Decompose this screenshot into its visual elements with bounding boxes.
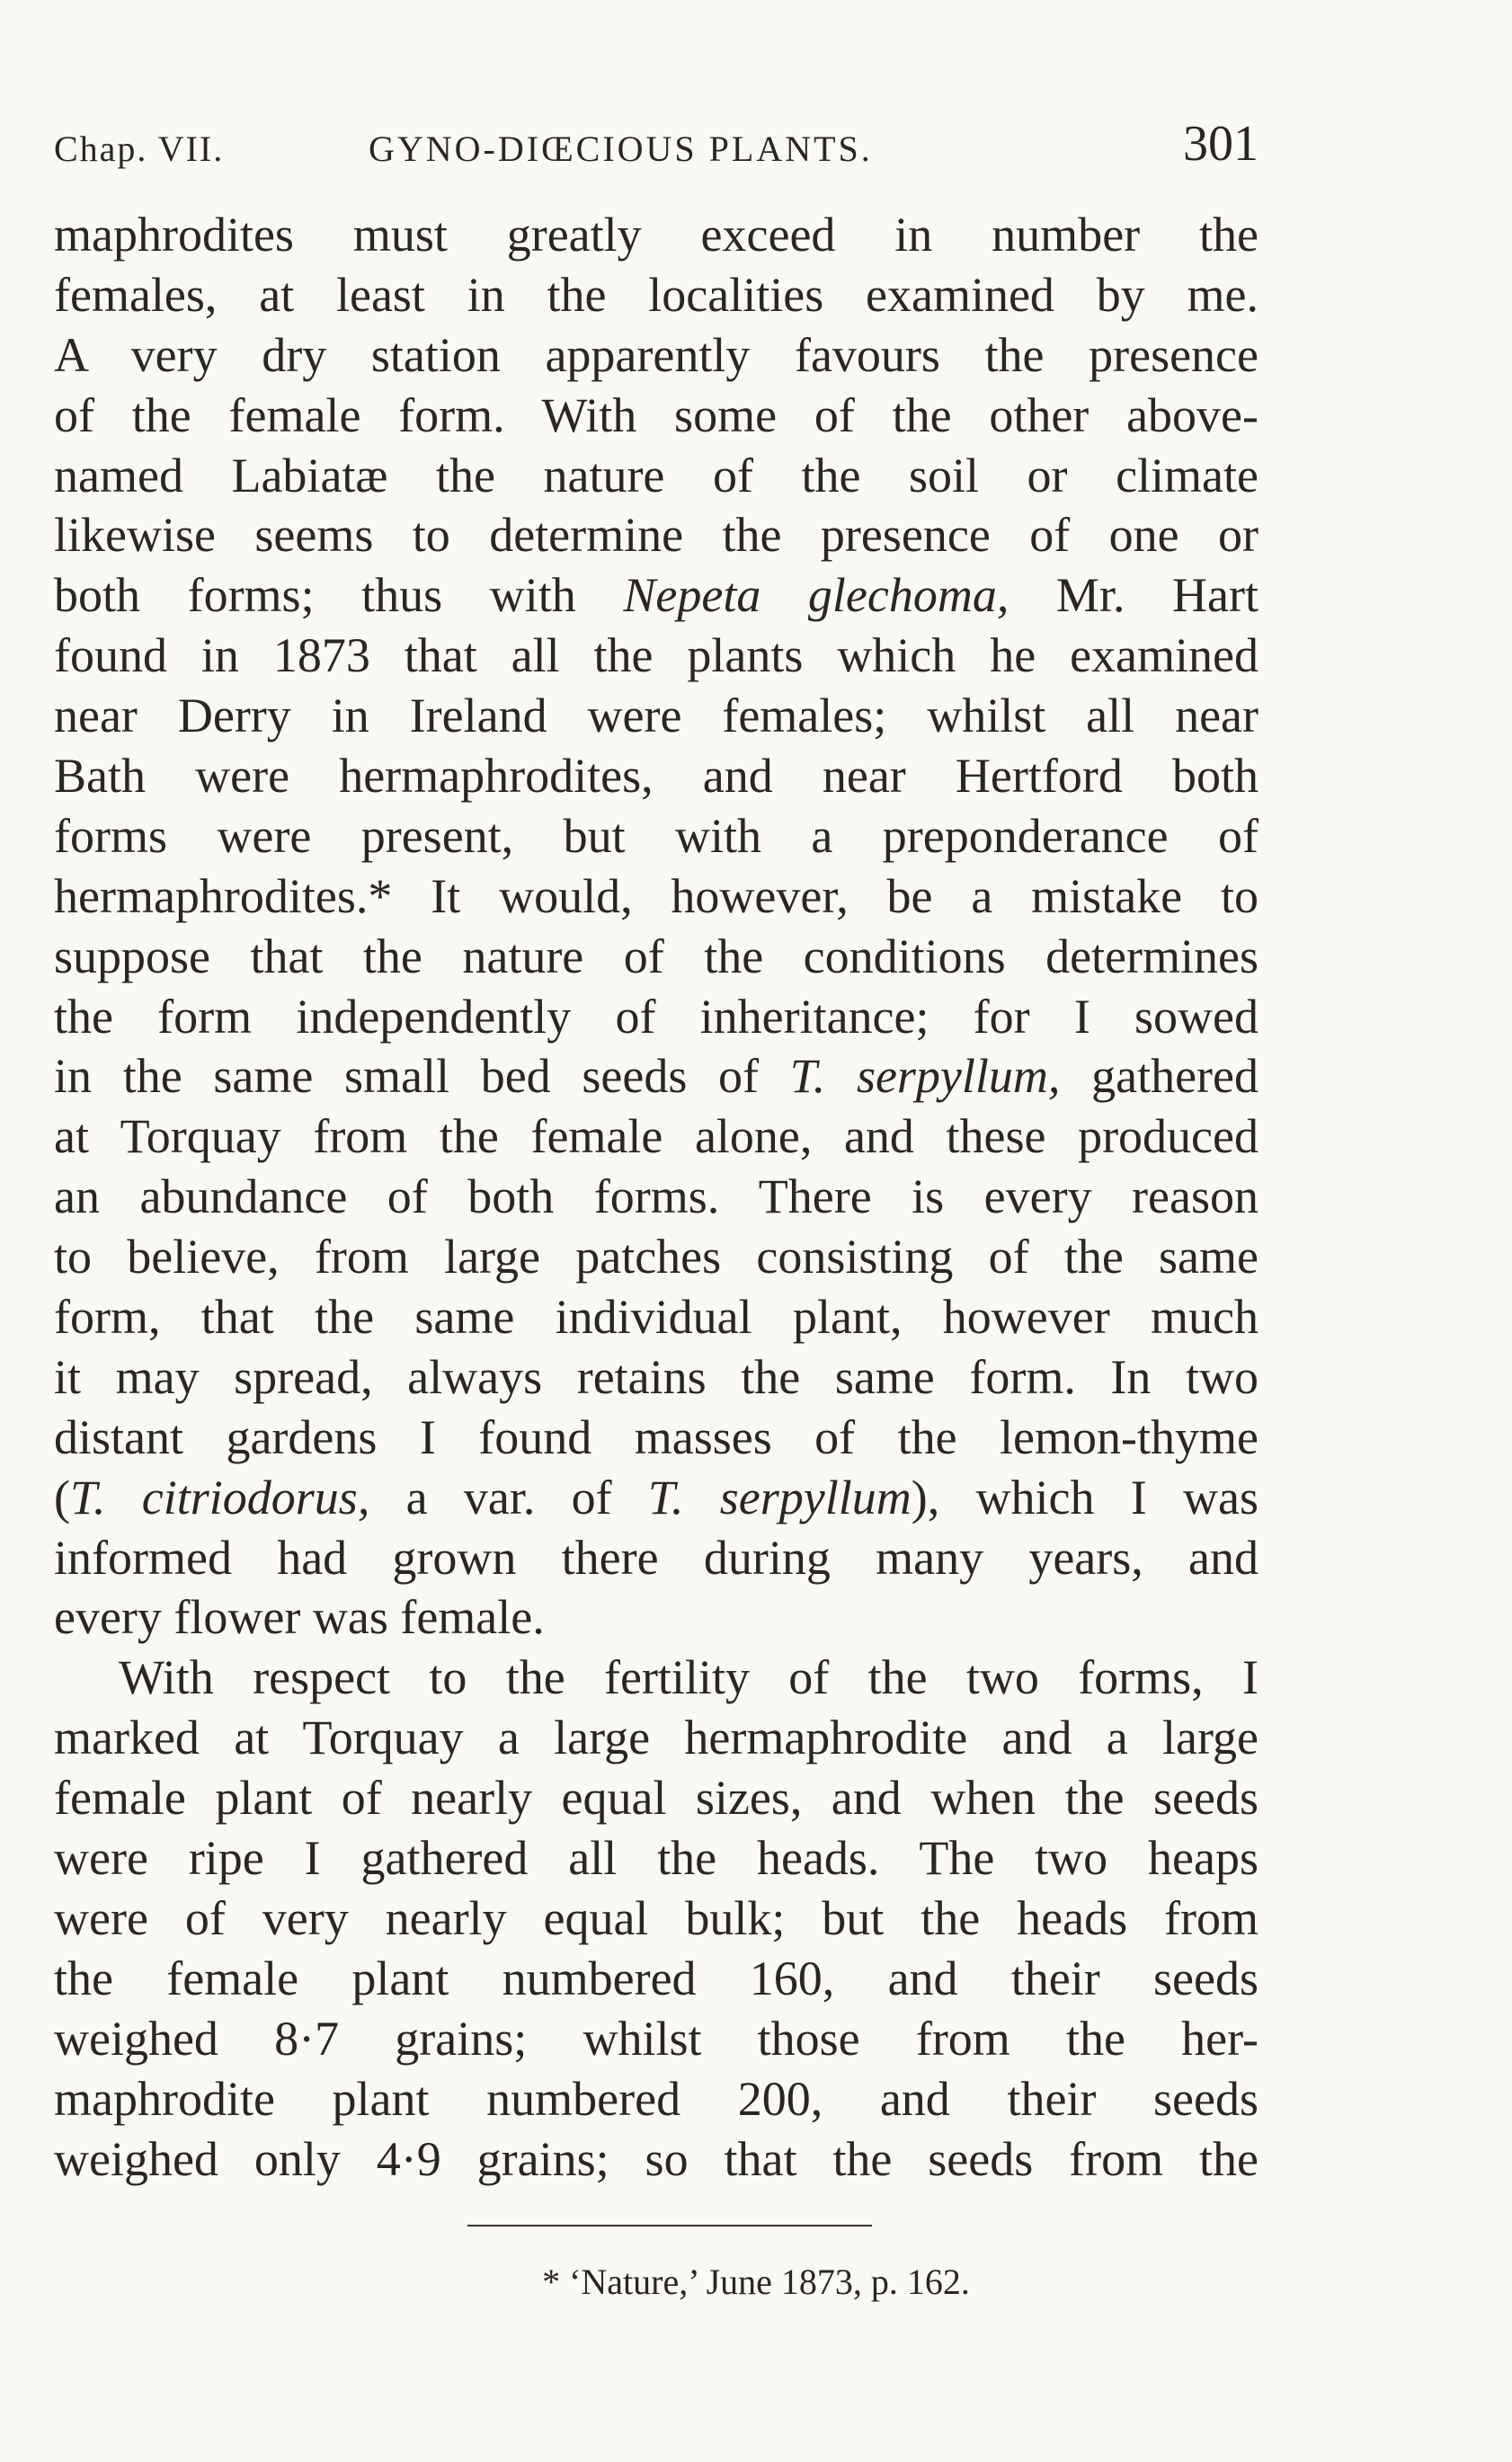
- text-line: informed had grown there during many years, and: [54, 1530, 1259, 1585]
- text-line: likewise seems to determine the presence of one or: [54, 508, 1259, 563]
- text-line: marked at Torquay a large hermaphrodite and a large: [54, 1711, 1259, 1765]
- running-header: [54, 115, 1259, 178]
- text-line: it may spread, always retains the same form. In two: [54, 1349, 1259, 1404]
- text-line: to believe, from large patches consisting of the same: [54, 1230, 1259, 1284]
- text-line: both forms; thus with Nepeta glechoma, Mr. Hart: [54, 568, 1259, 623]
- text-line: were ripe I gathered all the heads. The two heaps: [54, 1831, 1259, 1886]
- chapter-label: Chap. VII.: [54, 129, 225, 169]
- text-line: the form independently of inheritance; for I sowed: [54, 989, 1259, 1044]
- text-line: hermaphrodites.* It would, however, be a mistake to: [54, 868, 1259, 923]
- text-line: near Derry in Ireland were females; whilst all near: [54, 689, 1259, 743]
- text-line: found in 1873 that all the plants which he examined: [54, 628, 1259, 683]
- species-name: T. serpyllum: [647, 1470, 912, 1524]
- text-line: maphrodites must greatly exceed in number the: [54, 208, 1259, 262]
- page-number: 301: [1183, 116, 1259, 172]
- text-line: forms were present, but with a preponderance of: [54, 808, 1259, 863]
- text-line: With respect to the fertility of the two forms, I: [119, 1650, 1259, 1705]
- species-name: T. citriodorus,: [69, 1470, 370, 1524]
- footnote: * ‘Nature,’ June 1873, p. 162.: [542, 2262, 970, 2302]
- text-line: A very dry station apparently favours the presence: [54, 327, 1259, 382]
- text-line: maphrodite plant numbered 200, and their seeds: [54, 2071, 1259, 2126]
- text-line: female plant of nearly equal sizes, and when the seeds: [54, 1771, 1259, 1826]
- species-name: Nepeta glechoma,: [623, 568, 1009, 623]
- text-line: at Torquay from the female alone, and these produced: [54, 1109, 1259, 1164]
- text-line: females, at least in the localities examined by me.: [54, 267, 1259, 322]
- text-line: of the female form. With some of the other above-: [54, 387, 1259, 442]
- text-line: Bath were hermaphrodites, and near Hertford both: [54, 749, 1259, 804]
- text-line: the female plant numbered 160, and their seeds: [54, 1951, 1259, 2005]
- running-title: GYNO-DIŒCIOUS PLANTS.: [369, 129, 873, 169]
- species-name: T. serpyllum,: [789, 1049, 1061, 1104]
- text-line: every flower was female.: [54, 1590, 545, 1645]
- body-text: [54, 205, 1259, 2189]
- text-line: weighed only 4·9 grains; so that the seeds from the: [54, 2131, 1259, 2186]
- text-line: distant gardens I found masses of the lemon-thyme: [54, 1409, 1259, 1464]
- text-line: form, that the same individual plant, however much: [54, 1290, 1259, 1345]
- text-line: in the same small bed seeds of T. serpyllum, gathered: [54, 1049, 1259, 1104]
- text-line: an abundance of both forms. There is every reason: [54, 1169, 1259, 1224]
- text-line: were of very nearly equal bulk; but the heads from: [54, 1890, 1259, 1945]
- text-line: suppose that the nature of the conditions determines: [54, 929, 1259, 983]
- footnote-divider: [467, 2225, 872, 2226]
- text-line: named Labiatæ the nature of the soil or climate: [54, 448, 1259, 502]
- text-line: (T. citriodorus, a var. of T. serpyllum), which I was: [54, 1470, 1259, 1524]
- text-line: weighed 8·7 grains; whilst those from the her-: [54, 2011, 1259, 2066]
